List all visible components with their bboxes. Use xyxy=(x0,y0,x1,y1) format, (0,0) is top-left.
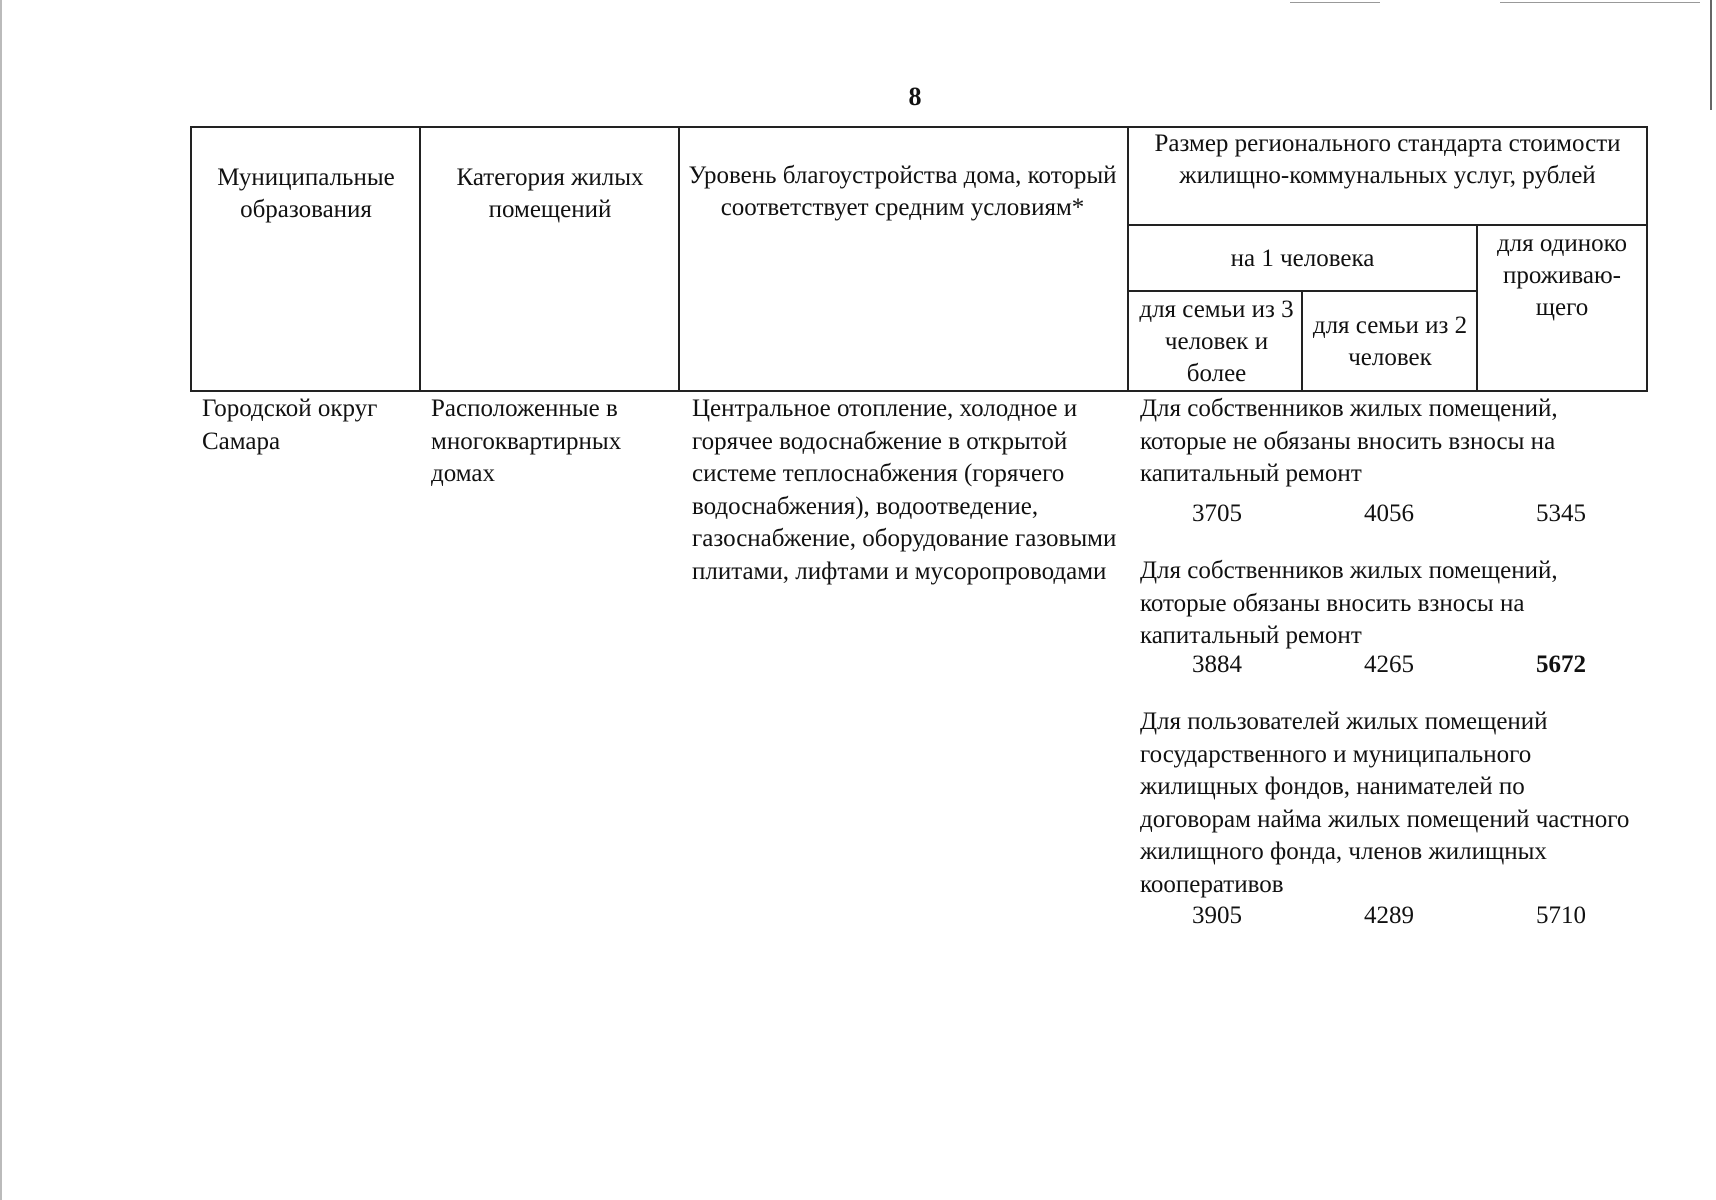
col-divider-3 xyxy=(1127,126,1129,392)
header-municipality: Муниципальные образования xyxy=(217,164,395,223)
value-family3-2: 3884 xyxy=(1192,651,1242,678)
value-single-1: 5345 xyxy=(1536,500,1586,527)
header-category: Категория жилых помещений xyxy=(456,164,644,223)
row-municipality: Городской округ Самара xyxy=(202,395,378,455)
value-family3-3: 3905 xyxy=(1192,902,1242,929)
scan-top-mark xyxy=(1500,2,1700,3)
header-level: Уровень благоустройства дома, который соответствует средним условиям* xyxy=(688,162,1117,221)
subheader-line-1 xyxy=(1127,224,1648,226)
group-label-3: Для пользователей жилых помещений государственного и муниципального жилищных фондов, нанимателей по договорам найма жилых помещений частного жилищного фонда, членов жилищных кооперативов xyxy=(1140,708,1630,898)
header-family-2: для семьи из 2 человек xyxy=(1312,312,1468,371)
value-family3-1: 3705 xyxy=(1192,500,1242,527)
col-divider-2 xyxy=(678,126,680,392)
group-label-1: Для собственников жилых помещений, которые не обязаны вносить взносы на капитальный ремонт xyxy=(1140,395,1558,487)
group-label-2: Для собственников жилых помещений, которые обязаны вносить взносы на капитальный ремонт xyxy=(1140,557,1558,649)
col-divider-5 xyxy=(1301,290,1303,392)
scan-right-edge xyxy=(1710,0,1712,110)
value-family2-3: 4289 xyxy=(1364,902,1414,929)
page-number: 8 xyxy=(908,82,922,111)
table-left-border xyxy=(190,126,192,392)
value-single-3: 5710 xyxy=(1536,902,1586,929)
col-divider-4 xyxy=(1476,224,1478,392)
value-family2-2: 4265 xyxy=(1364,651,1414,678)
header-single: для одиноко проживаю-щего xyxy=(1496,230,1628,321)
value-family2-1: 4056 xyxy=(1364,500,1414,527)
header-family-3: для семьи из 3 человек и более xyxy=(1139,296,1294,387)
value-single-2: 5672 xyxy=(1536,651,1586,678)
table-right-border xyxy=(1646,126,1648,392)
row-category: Расположенные в многоквартирных домах xyxy=(431,395,622,487)
scan-top-mark xyxy=(1290,2,1380,3)
scan-edge-line xyxy=(0,0,2,1200)
col-divider-1 xyxy=(419,126,421,392)
header-per-person: на 1 человека xyxy=(1230,245,1375,272)
table-header-bottom-border xyxy=(190,390,1648,392)
row-level: Центральное отопление, холодное и горячее водоснабжение в открытой системе теплоснабжения (горячего водоснабжения), водоотведение, газоснабжение, оборудование газовыми плитами, лифтами и мусоропроводами xyxy=(692,395,1117,585)
header-standard-size: Размер регионального стандарта стоимости жилищно-коммунальных услуг, рублей xyxy=(1154,130,1621,189)
